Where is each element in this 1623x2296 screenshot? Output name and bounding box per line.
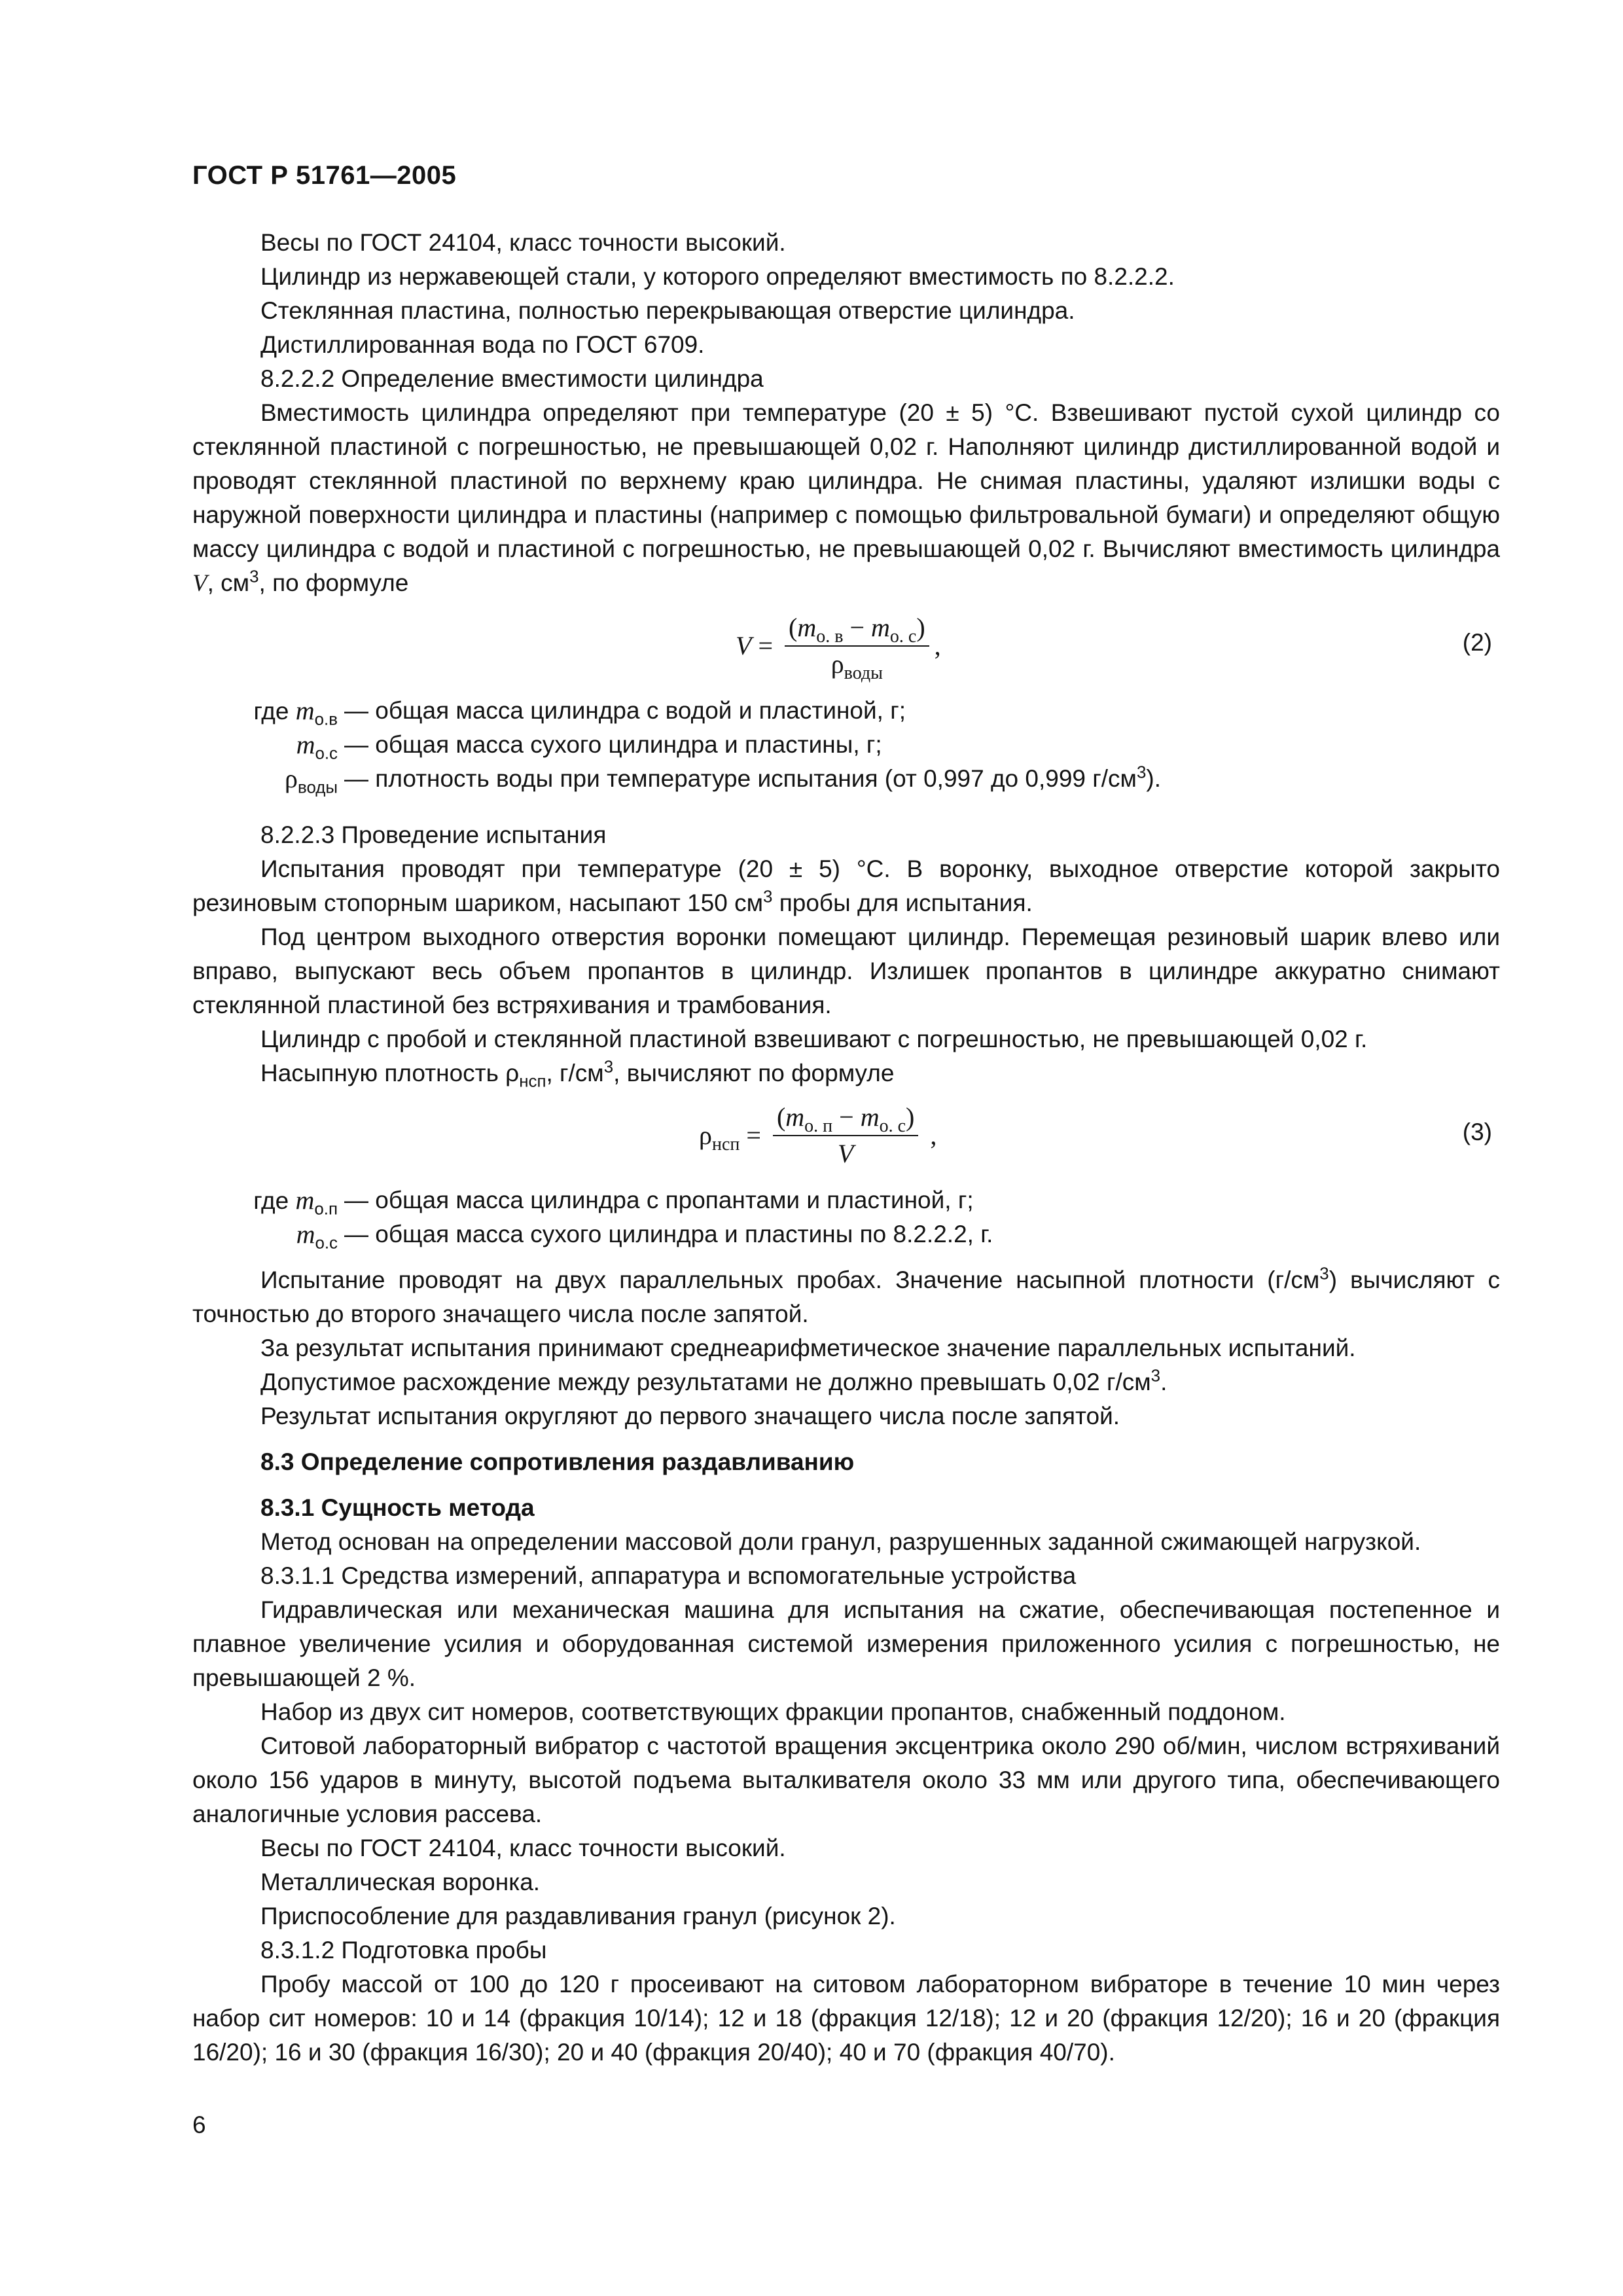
legend-row: [192, 1183, 1500, 1217]
paragraph: За результат испытания принимают среднеарифметическое значение параллельных испытаний.: [260, 1335, 1356, 1361]
page-content: [192, 226, 1500, 2070]
paragraph: Пробу массой от 100 до 120 г просеивают на ситовом лабораторном вибраторе в течение 10 мин через набор сит номеров: 10 и 14 (фракция 10/14); 12 и 18 (фракция 12/18); 12 и 20 (фракция 12/20); 16 и 20 (фракция 16/20); 16 и 30 (фракция 16/30); 20 и 40 (фракция 20/40); 40 и 70 (фракция 40/70).: [192, 1971, 1500, 2066]
legend-symbol: [192, 694, 338, 728]
subscript: о. п: [804, 1116, 833, 1136]
paren: (: [789, 613, 798, 642]
minus-sign: −: [832, 1102, 861, 1132]
paragraph: Результат испытания округляют до первого значащего числа после запятой.: [260, 1403, 1120, 1429]
superscript: 3: [1137, 763, 1147, 782]
symbol: ρ: [830, 649, 844, 679]
paren: ): [916, 613, 925, 642]
equals-sign: =: [751, 631, 779, 660]
symbol: m: [785, 1102, 805, 1132]
legend-row: [192, 762, 1500, 796]
section-heading: 8.3.1.1 Средства измерений, аппаратура и вспомогательные устройства: [260, 1562, 1077, 1589]
symbol: m: [296, 1219, 315, 1249]
paragraph-text: Испытание проводят на двух параллельных пробах. Значение насыпной плотности (г/см: [260, 1266, 1320, 1293]
symbol: m: [295, 1185, 315, 1215]
legend-symbol: [192, 1183, 338, 1218]
paragraph: [192, 1056, 1500, 1090]
paragraph: [192, 1365, 1500, 1399]
paragraph: Гидравлическая или механическая машина для испытания на сжатие, обеспечивающая постепенное и плавное увеличение усилия и оборудованная системой измерения приложенного усилия с погрешностью, не превышающей 2 %.: [192, 1596, 1500, 1691]
formula-3: [192, 1094, 1500, 1177]
paragraph: Набор из двух сит номеров, соответствующих фракции пропантов, снабженный поддоном.: [260, 1698, 1286, 1725]
formula-lhs: V: [736, 631, 752, 660]
page-number: 6: [192, 2111, 206, 2138]
legend-row: [192, 1217, 1500, 1251]
equals-sign: =: [740, 1121, 768, 1150]
paragraph: Под центром выходного отверстия воронки помещают цилиндр. Перемещая резиновый шарик влево или вправо, выпускают весь объем пропантов в цилиндр. Излишек пропантов в цилиндре аккуратно снимают стеклянной пластиной без встряхивания и трамбования.: [192, 924, 1500, 1018]
subscript: о.с: [315, 744, 338, 763]
standard-header: ГОСТ Р 51761—2005: [192, 161, 457, 190]
minus-sign: −: [843, 613, 872, 642]
paragraph: Весы по ГОСТ 24104, класс точности высокий.: [260, 229, 786, 256]
legend-text-tail: ).: [1146, 765, 1162, 792]
paragraph-text: , г/см: [546, 1060, 604, 1086]
fraction-numerator: [785, 613, 929, 647]
subscript: нсп: [711, 1134, 740, 1155]
paragraph-text: , по формуле: [259, 569, 409, 596]
paragraph-text: .: [1160, 1369, 1168, 1395]
paragraph: [192, 852, 1500, 920]
legend-text: [344, 762, 1161, 796]
section-heading: 8.2.2.3 Проведение испытания: [260, 821, 607, 848]
superscript: 3: [1150, 1367, 1161, 1386]
paragraph-text: Насыпную плотность ρ: [260, 1060, 520, 1086]
section-heading: 8.2.2.2 Определение вместимости цилиндра: [260, 365, 764, 392]
subscript: о.п: [314, 1200, 338, 1219]
symbol: m: [797, 613, 817, 642]
paragraph-text: Испытания проводят при температуре (20 ± 5) °С. В воронку, выходное отверстие которой закрыто резиновым стопорным шариком, насыпают 150 см: [192, 855, 1500, 916]
formula-lhs: [699, 1119, 740, 1153]
subscript: о. с: [879, 1116, 906, 1136]
paragraph: Весы по ГОСТ 24104, класс точности высокий.: [260, 1835, 786, 1861]
legend-symbol: [192, 762, 338, 797]
superscript: 3: [1319, 1265, 1329, 1283]
legend-row: [192, 694, 1500, 728]
paragraph-text: Допустимое расхождение между результатами не должно превышать 0,02 г/см: [260, 1369, 1151, 1395]
symbol: m: [871, 613, 890, 642]
formula-tail: ,: [934, 631, 941, 660]
paragraph: Метод основан на определении массовой доли гранул, разрушенных заданной сжимающей нагрузкой.: [260, 1528, 1421, 1555]
variable-legend: [192, 694, 1500, 796]
subscript: нсп: [519, 1072, 546, 1091]
section-heading-8-3: 8.3 Определение сопротивления раздавливанию: [260, 1448, 855, 1475]
equation-number: (2): [1462, 629, 1492, 656]
fraction: [773, 1102, 918, 1169]
unit-text: , см: [207, 569, 250, 596]
paragraph: Цилиндр с пробой и стеклянной пластиной взвешивают с погрешностью, не превышающей 0,02 г.: [260, 1026, 1368, 1052]
paragraph: [192, 1263, 1500, 1331]
superscript: 3: [763, 888, 773, 906]
section-heading-8-3-1: 8.3.1 Сущность метода: [260, 1494, 535, 1521]
paragraph: Стеклянная пластина, полностью перекрывающая отверстие цилиндра.: [260, 297, 1075, 324]
legend-symbol: [192, 728, 338, 762]
superscript: 3: [249, 567, 259, 586]
paragraph-text: Вместимость цилиндра определяют при температуре (20 ± 5) °С. Взвешивают пустой сухой цилиндр со стеклянной пластиной с погрешностью, не превышающей 0,02 г. Наполняют цилиндр дистиллированной водой и проводят стеклянной пластиной по верхнему краю цилиндра. Не снимая пластины, удаляют излишки воды с наружной поверхности цилиндра и пластины (например с помощью фильтровальной бумаги) и определяют общую массу цилиндра с водой и пластиной с погрешностью, не превышающей 0,02 г. Вычисляют вместимость цилиндра: [192, 399, 1500, 562]
fraction-numerator: [773, 1102, 918, 1136]
symbol: ρ: [285, 764, 298, 793]
legend-text: — общая масса сухого цилиндра и пластины по 8.2.2.2, г.: [344, 1221, 993, 1247]
paren: (: [776, 1102, 786, 1132]
subscript: о.с: [315, 1234, 338, 1253]
fraction-denominator: V: [837, 1139, 854, 1168]
legend-text: — общая масса цилиндра с пропантами и пластиной, г;: [344, 1187, 974, 1213]
subscript: о. с: [889, 626, 917, 647]
equation-number: (3): [1462, 1119, 1492, 1145]
subscript: о.в: [314, 710, 338, 729]
variable: V: [192, 570, 207, 597]
paragraph: [192, 396, 1500, 601]
where-word: где: [253, 1187, 289, 1214]
subscript: о. в: [816, 626, 844, 647]
section-heading: 8.3.1.2 Подготовка пробы: [260, 1937, 547, 1964]
legend-text: — общая масса цилиндра с водой и пластиной, г;: [344, 697, 906, 724]
subscript: воды: [297, 778, 338, 797]
paren: ): [906, 1102, 915, 1132]
subscript: воды: [844, 663, 883, 683]
where-word: где: [253, 698, 289, 725]
legend-text-body: — плотность воды при температуре испытания (от 0,997 до 0,999 г/см: [344, 765, 1137, 792]
symbol: m: [860, 1102, 880, 1132]
formula-2: [192, 605, 1500, 687]
paragraph: Цилиндр из нержавеющей стали, у которого определяют вместимость по 8.2.2.2.: [260, 263, 1175, 290]
formula-body: [699, 1094, 936, 1177]
legend-symbol: [192, 1217, 338, 1252]
variable-legend: [192, 1183, 1500, 1251]
fraction-denominator: [830, 647, 883, 683]
legend-text: — общая масса сухого цилиндра и пластины, г;: [344, 731, 882, 758]
symbol: ρ: [699, 1121, 712, 1150]
symbol: m: [295, 696, 315, 725]
paragraph: Дистиллированная вода по ГОСТ 6709.: [260, 331, 705, 358]
paragraph: Приспособление для раздавливания гранул (рисунок 2).: [260, 1903, 896, 1929]
legend-row: [192, 728, 1500, 762]
symbol: m: [296, 730, 315, 759]
fraction: [785, 613, 929, 683]
paragraph: Ситовой лабораторный вибратор с частотой вращения эксцентрика около 290 об/мин, числом встряхиваний около 156 ударов в минуту, высотой подъема выталкивателя около 33 мм или другого типа, обеспечивающего аналогичные условия рассева.: [192, 1732, 1500, 1827]
formula-body: [736, 605, 941, 687]
formula-tail: ,: [923, 1121, 937, 1150]
paragraph: Металлическая воронка.: [260, 1869, 541, 1895]
paragraph-text: , вычисляют по формуле: [613, 1060, 895, 1086]
superscript: 3: [603, 1058, 614, 1077]
paragraph-text: ) вычисляют с точностью до второго значащего числа после запятой.: [192, 1266, 1500, 1327]
paragraph-text: пробы для испытания.: [772, 889, 1033, 916]
